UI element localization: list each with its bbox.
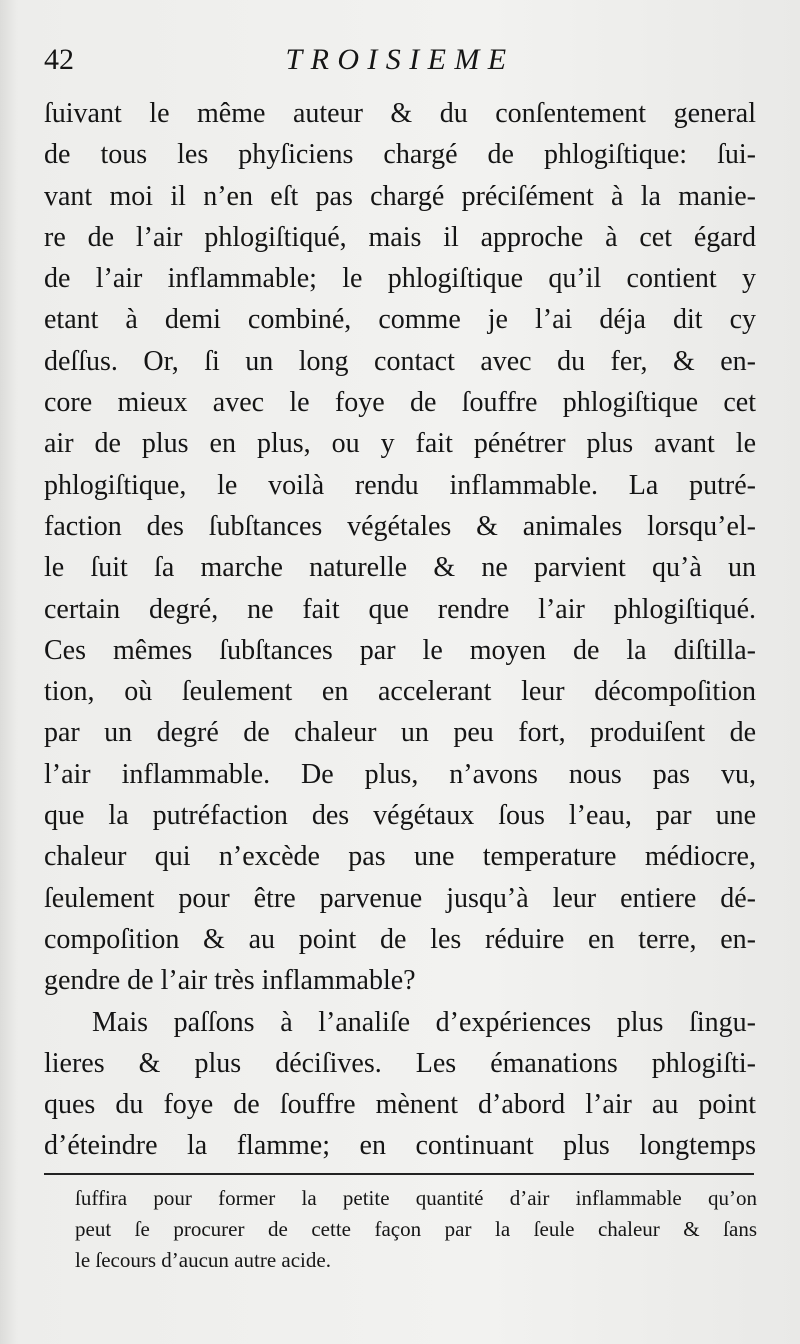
footnote-line: peut ſe procurer de cette façon par la ſeule chaleur & ſans [75,1217,757,1241]
text-line: core mieux avec le foye de ſouffre phlogiſtique cet [44,387,756,419]
text-line: deſſus. Or, ſi un long contact avec du fer, & en- [44,345,756,377]
text-line: de tous les phyſiciens chargé de phlogiſtique: ſui- [44,139,756,171]
text-line: re de l’air phlogiſtiqué, mais il approche à cet égard [44,221,756,253]
footnote-line: ſuffira pour former la petite quantité d’air inflammable qu’on [75,1186,757,1210]
text-line: par un degré de chaleur un peu fort, produiſent de [44,717,756,749]
paragraph-first-line: Mais paſſons à l’analiſe d’expériences plus ſingu- [92,1006,756,1038]
paragraph-last-line: gendre de l’air très inflammable? [44,965,416,997]
text-line: d’éteindre la flamme; en continuant plus longtemps [44,1130,756,1162]
footnote-separator [44,1173,754,1175]
text-line: Ces mêmes ſubſtances par le moyen de la diſtilla- [44,634,756,666]
text-line: phlogiſtique, le voilà rendu inflammable. La putré- [44,469,756,501]
text-line: faction des ſubſtances végétales & animales lorsqu’el- [44,510,756,542]
text-line: l’air inflammable. De plus, n’avons nous pas vu, [44,758,756,790]
text-line: vant moi il n’en eſt pas chargé préciſément à la manie- [44,180,756,212]
footnote-line: le ſecours d’aucun autre acide. [75,1248,331,1272]
text-line: ſuivant le même auteur & du conſentement general [44,98,756,129]
running-head: TROISIEME [285,43,515,76]
text-line: le ſuit ſa marche naturelle & ne parvient qu’à un [44,552,756,584]
text-line: compoſition & au point de les réduire en terre, en- [44,923,756,955]
text-line: chaleur qui n’excède pas une temperature médiocre, [44,841,756,873]
body-text [44,93,756,1167]
page-number: 42 [44,43,74,76]
text-line: de l’air inflammable; le phlogiſtique qu’il contient y [44,263,756,295]
text-line: lieres & plus déciſives. Les émanations phlogiſti- [44,1047,756,1079]
text-line: ques du foye de ſouffre mènent d’abord l’air au point [44,1089,756,1121]
text-line: ſeulement pour être parvenue jusqu’à leur entiere dé- [44,882,756,914]
text-line: etant à demi combiné, comme je l’ai déja dit cy [44,304,756,336]
footnote [75,1183,757,1276]
text-line: tion, où ſeulement en accelerant leur décompoſition [44,676,756,708]
text-line: certain degré, ne fait que rendre l’air phlogiſtiqué. [44,593,756,625]
page-header [44,36,756,84]
text-line: que la putréfaction des végétaux ſous l’eau, par une [44,800,756,832]
text-line: air de plus en plus, ou y fait pénétrer plus avant le [44,428,756,460]
